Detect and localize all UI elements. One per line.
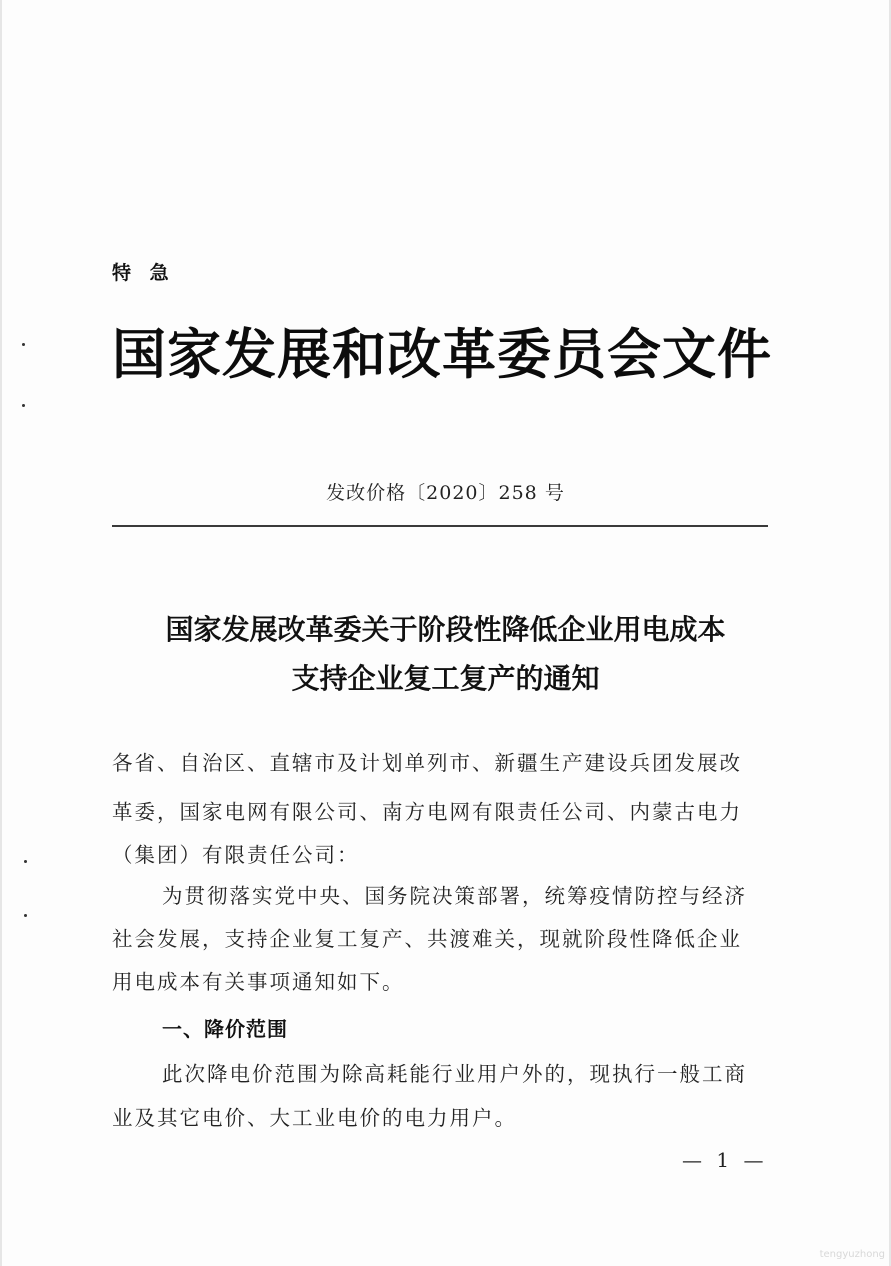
paragraph-line: 用电成本有关事项通知如下。 xyxy=(112,970,405,994)
paragraph-line: 此次降电价范围为除高耗能行业用户外的，现执行一般工商 xyxy=(162,1062,747,1086)
page-number: — 1 — xyxy=(682,1148,768,1172)
addressee-line: 各省、自治区、直辖市及计划单列市、新疆生产建设兵团发展改 xyxy=(112,751,742,775)
issuing-authority-title: 国家发展和改革委员会文件 xyxy=(112,322,772,386)
addressee-line: （集团）有限责任公司： xyxy=(112,843,360,867)
scan-speck xyxy=(22,404,25,407)
paragraph-line: 社会发展，支持企业复工复产、共渡难关，现就阶段性降低企业 xyxy=(112,927,742,951)
scan-speck xyxy=(22,343,25,346)
scan-speck xyxy=(24,914,27,917)
addressee-line: 革委，国家电网有限公司、南方电网有限责任公司、内蒙古电力 xyxy=(112,800,742,824)
notice-title-line-2: 支持企业复工复产的通知 xyxy=(291,662,600,695)
paragraph-line: 业及其它电价、大工业电价的电力用户。 xyxy=(112,1106,517,1130)
notice-title-line-1: 国家发展改革委关于阶段性降低企业用电成本 xyxy=(165,613,726,646)
urgency-label: 特 急 xyxy=(112,262,175,284)
section-heading: 一、降价范围 xyxy=(162,1017,288,1041)
header-divider xyxy=(112,525,768,527)
watermark: tengyuzhong xyxy=(819,1249,885,1260)
paragraph-line: 为贯彻落实党中央、国务院决策部署，统筹疫情防控与经济 xyxy=(162,884,747,908)
document-number: 发改价格〔2020〕258 号 xyxy=(326,482,565,504)
scan-speck xyxy=(24,860,27,863)
